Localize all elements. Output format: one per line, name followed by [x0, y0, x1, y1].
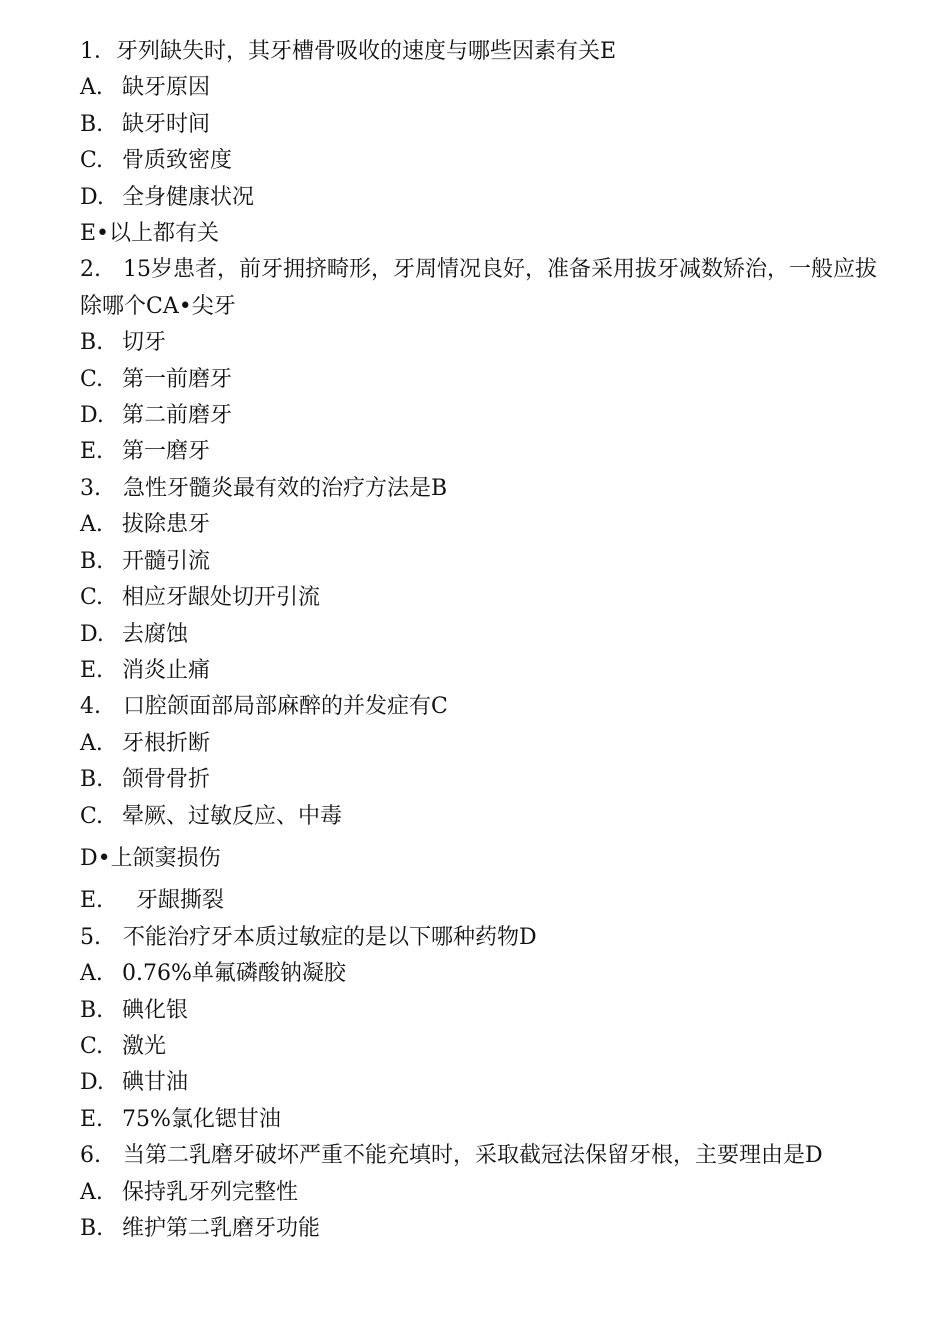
question-5-option-c [80, 1029, 880, 1065]
option-text: 拔除患牙 [122, 512, 211, 538]
question-5-option-a [80, 956, 880, 992]
option-letter: B. [80, 997, 104, 1023]
question-6-option-b [80, 1211, 880, 1247]
option-letter: A. [80, 512, 103, 538]
question-1-option-d [80, 180, 880, 216]
option-text: 保持乳牙列完整性 [122, 1179, 299, 1205]
question-1-option-e: E•以上都有关 [80, 221, 220, 247]
option-letter: E. [80, 888, 104, 914]
question-3-stem: 3. 急性牙髓炎最有效的治疗方法是B [80, 475, 448, 501]
option-text: 75%氯化锶甘油 [122, 1106, 281, 1132]
question-4-stem: 4. 口腔颌面部局部麻醉的并发症有C [80, 694, 448, 720]
option-text: 牙龈撕裂 [136, 888, 225, 914]
option-letter: D. [80, 184, 104, 210]
option-text: 第一前磨牙 [122, 366, 233, 392]
option-text: 碘化银 [122, 997, 189, 1023]
option-text: 颌骨骨折 [122, 767, 211, 793]
option-letter: D. [80, 621, 104, 647]
option-letter: B. [80, 1216, 104, 1241]
question-6-stem: 6. 当第二乳磨牙破坏严重不能充填时，采取截冠法保留牙根，主要理由是D [80, 1143, 823, 1169]
option-text: 0.76%单氟磷酸钠凝胶 [122, 961, 346, 987]
option-text: 骨质致密度 [122, 148, 233, 174]
option-letter: E. [80, 439, 104, 465]
option-letter: D. [80, 403, 104, 429]
option-text: 切牙 [122, 330, 167, 356]
option-text: 相应牙龈处切开引流 [122, 585, 321, 611]
question-2-option-d [80, 398, 880, 434]
option-letter: A. [80, 961, 103, 987]
option-letter: D. [80, 1070, 104, 1096]
question-1-stem: 1．牙列缺失时，其牙槽骨吸收的速度与哪些因素有关E [80, 39, 617, 64]
option-text: 晕厥、过敏反应、中毒 [122, 803, 343, 829]
option-letter: C. [80, 585, 104, 611]
option-text: 第二前磨牙 [122, 403, 233, 429]
question-4-option-d: D•上颌窦损伤 [80, 845, 221, 871]
question-2-option-e [80, 434, 880, 470]
question-2-option-b [80, 325, 880, 361]
question-3-option-c [80, 580, 880, 616]
question-4-option-b [80, 762, 880, 798]
question-4-option-e [80, 883, 880, 919]
question-5-option-e [80, 1102, 880, 1138]
option-text: 开髓引流 [122, 548, 211, 574]
option-letter: E. [80, 1106, 104, 1132]
option-text: 全身健康状况 [122, 184, 255, 210]
option-text: 维护第二乳磨牙功能 [122, 1216, 321, 1241]
option-text: 第一磨牙 [122, 439, 211, 465]
question-1-option-a [80, 70, 880, 106]
option-text: 激光 [122, 1033, 167, 1059]
question-5-stem: 5. 不能治疗牙本质过敏症的是以下哪种药物D [80, 924, 537, 950]
question-3-option-e [80, 653, 880, 689]
option-letter: C. [80, 366, 104, 392]
option-letter: B. [80, 330, 104, 356]
question-5-option-d [80, 1065, 880, 1101]
option-text: 缺牙原因 [122, 75, 211, 101]
question-5-option-b [80, 993, 880, 1029]
option-letter: A. [80, 730, 103, 756]
question-2-stem: 2. 15岁患者，前牙拥挤畸形，牙周情况良好，准备采用拔牙减数矫治，一般应拔除哪个CA•尖牙 [80, 257, 877, 319]
question-2-option-c [80, 362, 880, 398]
question-1-option-b [80, 107, 880, 143]
question-3-option-a [80, 507, 880, 543]
question-1-option-c [80, 143, 880, 179]
option-letter: A. [80, 75, 103, 101]
option-letter: C. [80, 1033, 104, 1059]
question-3-option-d [80, 617, 880, 653]
question-4-option-a [80, 726, 880, 762]
option-letter: B. [80, 111, 104, 137]
option-letter: B. [80, 548, 104, 574]
option-letter: C. [80, 803, 104, 829]
option-letter: A. [80, 1179, 103, 1205]
option-letter: C. [80, 148, 104, 174]
option-text: 碘甘油 [122, 1070, 189, 1096]
option-text: 缺牙时间 [122, 111, 211, 137]
question-6-option-a [80, 1175, 880, 1211]
option-letter: E. [80, 657, 104, 683]
option-text: 去腐蚀 [122, 621, 189, 647]
option-text: 牙根折断 [122, 730, 211, 756]
option-text: 消炎止痛 [122, 657, 211, 683]
question-3-option-b [80, 544, 880, 580]
question-4-option-c [80, 799, 880, 835]
option-letter: B. [80, 767, 104, 793]
